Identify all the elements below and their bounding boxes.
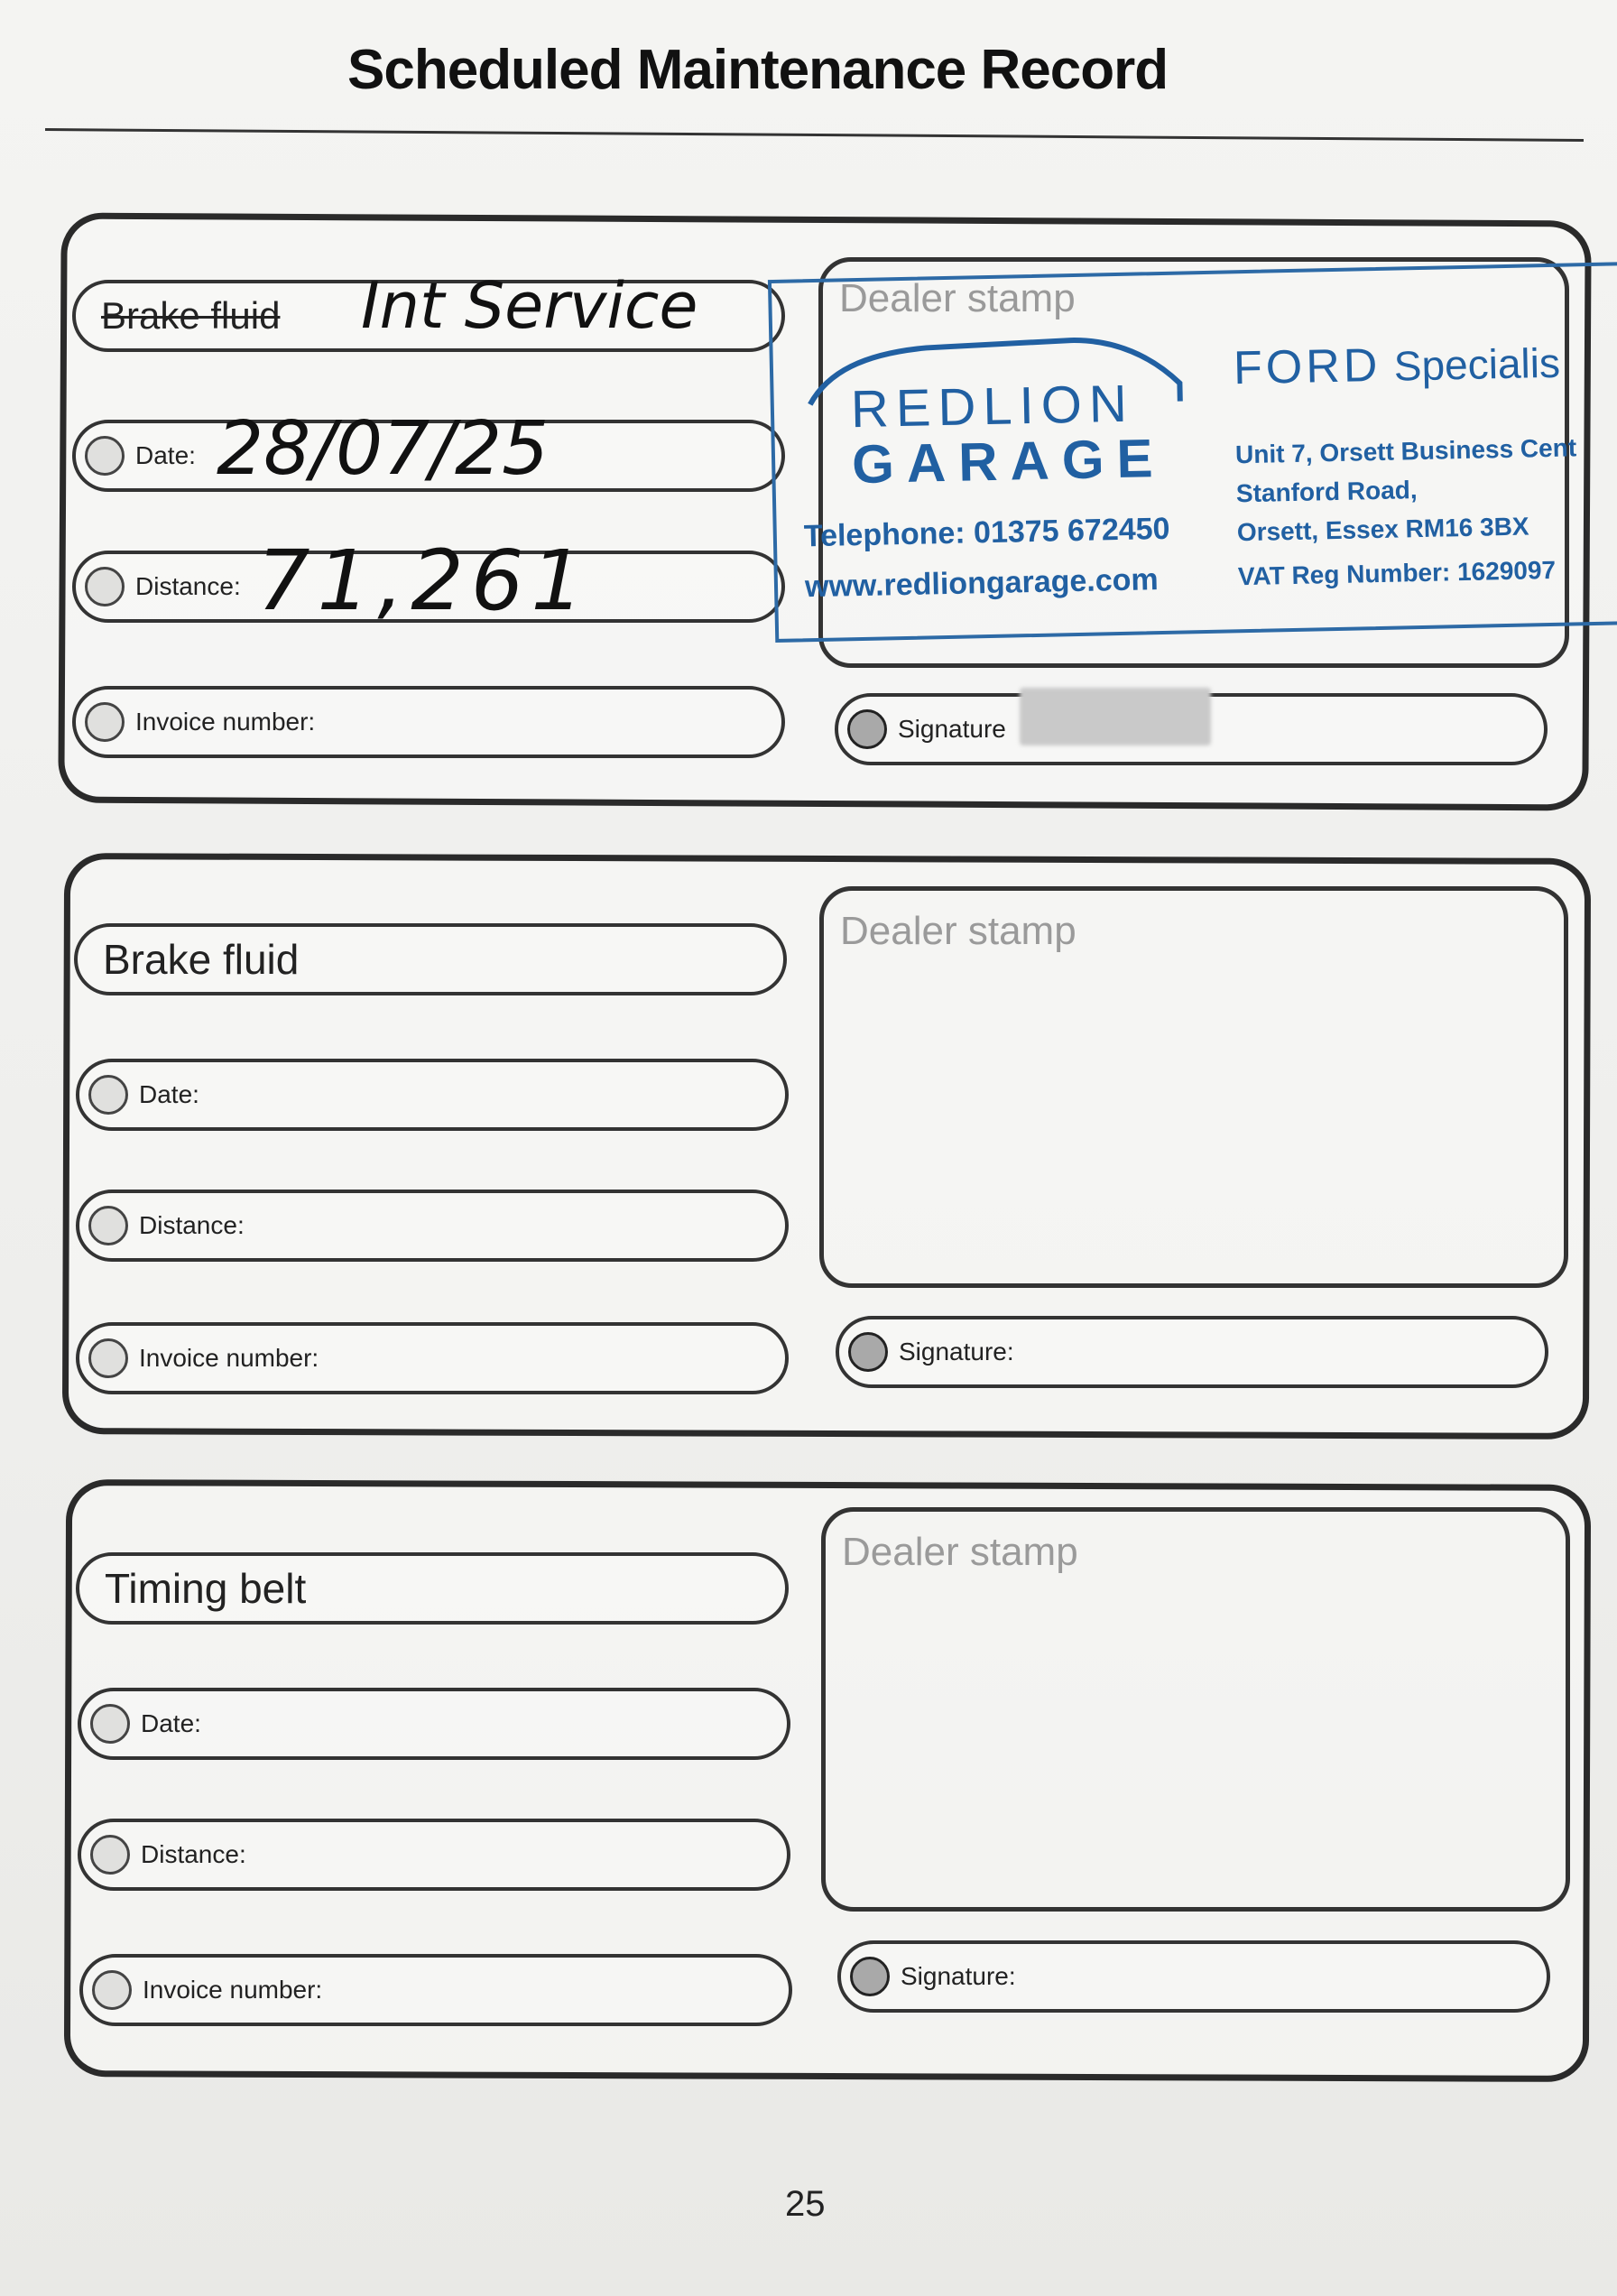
signature-field-2[interactable] — [836, 1316, 1548, 1388]
title-rule — [45, 128, 1584, 142]
garage-name-line2: GARAGE — [851, 427, 1167, 495]
date-circle-2 — [88, 1075, 128, 1115]
dealer-address-line2: Stanford Road, — [1235, 476, 1418, 508]
service-field-2[interactable] — [74, 923, 787, 995]
signature-circle-3 — [850, 1957, 890, 1996]
invoice-field-1[interactable] — [72, 686, 785, 758]
garage-name-line1: REDLION — [850, 374, 1135, 440]
invoice-circle-2 — [88, 1338, 128, 1378]
dealer-stamp-label-1: Dealer stamp — [839, 276, 1076, 320]
dealer-stamp-label-2: Dealer stamp — [840, 909, 1076, 953]
dealer-address-line3: Orsett, Essex RM16 3BX — [1236, 512, 1529, 547]
dealer-address-line1: Unit 7, Orsett Business Cent — [1234, 433, 1577, 469]
signature-label-1: Signature — [898, 715, 1006, 743]
distance-label-1: Distance: — [135, 572, 241, 600]
date-value-1: 28/07/25 — [217, 406, 550, 492]
date-label-1: Date: — [135, 441, 196, 469]
service-printed-1: Brake fluid — [101, 294, 281, 337]
invoice-label-2: Invoice number: — [139, 1344, 319, 1372]
distance-field-2[interactable] — [76, 1190, 789, 1262]
distance-circle-3 — [90, 1835, 130, 1875]
service-field-3[interactable] — [76, 1552, 789, 1625]
page-number: 25 — [785, 2184, 826, 2224]
brand-name: FORD — [1233, 338, 1381, 395]
date-circle-3 — [90, 1704, 130, 1744]
signature-circle-2 — [848, 1332, 888, 1372]
brand-suffix: Specialis — [1393, 338, 1561, 390]
dealer-telephone: Telephone: 01375 672450 — [803, 511, 1170, 554]
distance-field-3[interactable] — [78, 1819, 790, 1891]
invoice-label-3: Invoice number: — [143, 1976, 323, 2004]
signature-label-3: Signature: — [901, 1962, 1016, 1990]
signature-label-2: Signature: — [899, 1338, 1014, 1366]
date-label-2: Date: — [139, 1080, 199, 1108]
date-field-3[interactable] — [78, 1688, 790, 1760]
dealer-vat: VAT Reg Number: 1629097 — [1237, 555, 1557, 591]
dealer-stamp-box-2 — [819, 886, 1568, 1288]
distance-label-2: Distance: — [139, 1211, 245, 1239]
page-title: Scheduled Maintenance Record — [347, 39, 1169, 101]
date-label-3: Date: — [141, 1709, 201, 1737]
distance-circle-2 — [88, 1206, 128, 1245]
signature-circle-1 — [847, 709, 887, 749]
service-handwritten-1: Int Service — [361, 269, 698, 343]
brand-line — [1233, 335, 1560, 396]
invoice-circle-1 — [85, 702, 125, 742]
date-circle-1 — [85, 436, 125, 476]
distance-label-3: Distance: — [141, 1840, 246, 1868]
date-field-2[interactable] — [76, 1059, 789, 1131]
invoice-circle-3 — [92, 1970, 132, 2010]
invoice-field-2[interactable] — [76, 1322, 789, 1394]
redacted-signature — [1020, 688, 1211, 745]
invoice-field-3[interactable] — [79, 1954, 792, 2026]
service-printed-2: Brake fluid — [103, 936, 300, 983]
invoice-label-1: Invoice number: — [135, 708, 316, 736]
distance-circle-1 — [85, 567, 125, 606]
dealer-stamp-label-3: Dealer stamp — [842, 1530, 1078, 1574]
signature-field-3[interactable] — [837, 1940, 1550, 2013]
dealer-stamp-box-3 — [821, 1507, 1570, 1912]
service-printed-3: Timing belt — [105, 1565, 307, 1612]
dealer-website: www.redliongarage.com — [804, 562, 1160, 605]
distance-value-1: 71,261 — [257, 532, 591, 629]
dealer-stamp-imprint — [768, 262, 1617, 643]
